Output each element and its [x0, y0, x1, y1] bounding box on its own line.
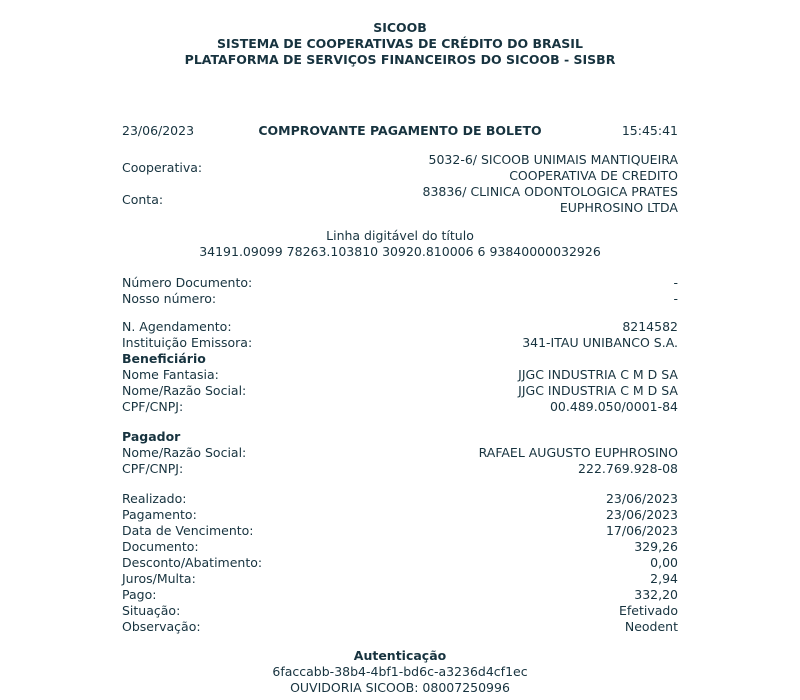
document-numbers-section — [122, 275, 678, 307]
vencimento-value: 17/06/2023 — [605, 523, 678, 538]
juros-multa-label: Juros/Multa: — [122, 571, 196, 586]
pagamento-value: 23/06/2023 — [605, 507, 678, 522]
observacao-row — [122, 619, 678, 635]
conta-value — [423, 184, 679, 216]
beneficiario-cpf-cnpj-label: CPF/CNPJ: — [122, 399, 184, 414]
conta-value-line1: 83836/ CLINICA ODONTOLOGICA PRATES — [422, 184, 678, 199]
scheduling-beneficiario-section — [122, 319, 678, 415]
conta-label: Conta: — [122, 192, 164, 207]
agendamento-label: N. Agendamento: — [122, 319, 232, 334]
pagamento-label: Pagamento: — [122, 507, 197, 522]
nosso-numero-value: - — [673, 291, 678, 306]
documento-label: Documento: — [122, 539, 199, 554]
pagador-cpf-cnpj-value: 222.769.928-08 — [578, 461, 678, 476]
agendamento-row — [122, 319, 678, 335]
cooperativa-row — [122, 152, 678, 184]
pagador-razao-social-value: RAFAEL AUGUSTO EUPHROSINO — [478, 445, 678, 460]
instituicao-emissora-row — [122, 335, 678, 351]
authentication-heading: Autenticação — [353, 648, 447, 663]
juros-multa-row — [122, 571, 678, 587]
numero-documento-value: - — [673, 275, 678, 290]
pagador-razao-social-row — [122, 445, 678, 461]
instituicao-emissora-value: 341-ITAU UNIBANCO S.A. — [522, 335, 678, 350]
pagador-cpf-cnpj-label: CPF/CNPJ: — [122, 461, 184, 476]
beneficiario-cpf-cnpj-value: 00.489.050/0001-84 — [549, 399, 678, 414]
numero-documento-row — [122, 275, 678, 291]
beneficiario-razao-social-value: JJGC INDUSTRIA C M D SA — [518, 383, 678, 398]
pagador-heading: Pagador — [122, 429, 181, 444]
pago-label: Pago: — [122, 587, 157, 602]
documento-row — [122, 539, 678, 555]
numero-documento-label: Número Documento: — [122, 275, 253, 290]
situacao-row — [122, 603, 678, 619]
juros-multa-value: 2,94 — [650, 571, 678, 586]
pagador-cpf-cnpj-row — [122, 461, 678, 477]
pagador-razao-social-label: Nome/Razão Social: — [122, 445, 247, 460]
documento-value: 329,26 — [634, 539, 678, 554]
title-bar — [122, 123, 678, 139]
conta-row — [122, 184, 678, 216]
receipt-document — [122, 0, 678, 696]
agendamento-value: 8214582 — [622, 319, 678, 334]
pago-value: 332,20 — [634, 587, 678, 602]
cooperativa-value-line1: 5032-6/ SICOOB UNIMAIS MANTIQUEIRA — [428, 152, 678, 167]
situacao-label: Situação: — [122, 603, 181, 618]
linha-digitavel-value: 34191.09099 78263.103810 30920.810006 6 93840000032926 — [199, 244, 601, 259]
bank-platform-line: PLATAFORMA DE SERVIÇOS FINANCEIROS DO SICOOB - SISBR — [184, 52, 616, 67]
cooperativa-label: Cooperativa: — [122, 160, 203, 175]
nome-fantasia-label: Nome Fantasia: — [122, 367, 219, 382]
bank-name: SICOOB — [373, 20, 427, 35]
linha-digitavel-label: Linha digitável do título — [326, 228, 474, 243]
nosso-numero-row — [122, 291, 678, 307]
pagador-section — [122, 429, 678, 477]
desconto-label: Desconto/Abatimento: — [122, 555, 263, 570]
bank-header — [122, 20, 678, 68]
nome-fantasia-value: JJGC INDUSTRIA C M D SA — [518, 367, 678, 382]
beneficiario-razao-social-label: Nome/Razão Social: — [122, 383, 247, 398]
situacao-value: Efetivado — [618, 603, 678, 618]
pago-row — [122, 587, 678, 603]
bank-system-line: SISTEMA DE COOPERATIVAS DE CRÉDITO DO BRASIL — [217, 36, 583, 51]
beneficiario-razao-social-row — [122, 383, 678, 399]
authentication-section — [122, 648, 678, 696]
document-date: 23/06/2023 — [122, 123, 195, 138]
payment-details-section — [122, 491, 678, 635]
document-title: COMPROVANTE PAGAMENTO DE BOLETO — [258, 123, 542, 138]
observacao-label: Observação: — [122, 619, 201, 634]
realizado-label: Realizado: — [122, 491, 187, 506]
beneficiario-cpf-cnpj-row — [122, 399, 678, 415]
desconto-value: 0,00 — [650, 555, 678, 570]
observacao-value: Neodent — [624, 619, 678, 634]
authentication-code: 6faccabb-38b4-4bf1-bd6c-a3236d4cf1ec — [272, 664, 528, 679]
desconto-row — [122, 555, 678, 571]
vencimento-label: Data de Vencimento: — [122, 523, 254, 538]
ouvidoria-line: OUVIDORIA SICOOB: 08007250996 — [290, 680, 510, 695]
cooperativa-value — [429, 152, 678, 184]
conta-value-line2: EUPHROSINO LTDA — [559, 200, 678, 215]
realizado-row — [122, 491, 678, 507]
realizado-value: 23/06/2023 — [605, 491, 678, 506]
account-section — [122, 152, 678, 216]
document-time: 15:45:41 — [621, 123, 678, 138]
nosso-numero-label: Nosso número: — [122, 291, 217, 306]
nome-fantasia-row — [122, 367, 678, 383]
instituicao-emissora-label: Instituição Emissora: — [122, 335, 253, 350]
vencimento-row — [122, 523, 678, 539]
pagamento-row — [122, 507, 678, 523]
beneficiario-heading: Beneficiário — [122, 351, 206, 366]
linha-digitavel-section — [122, 228, 678, 260]
cooperativa-value-line2: COOPERATIVA DE CREDITO — [509, 168, 678, 183]
